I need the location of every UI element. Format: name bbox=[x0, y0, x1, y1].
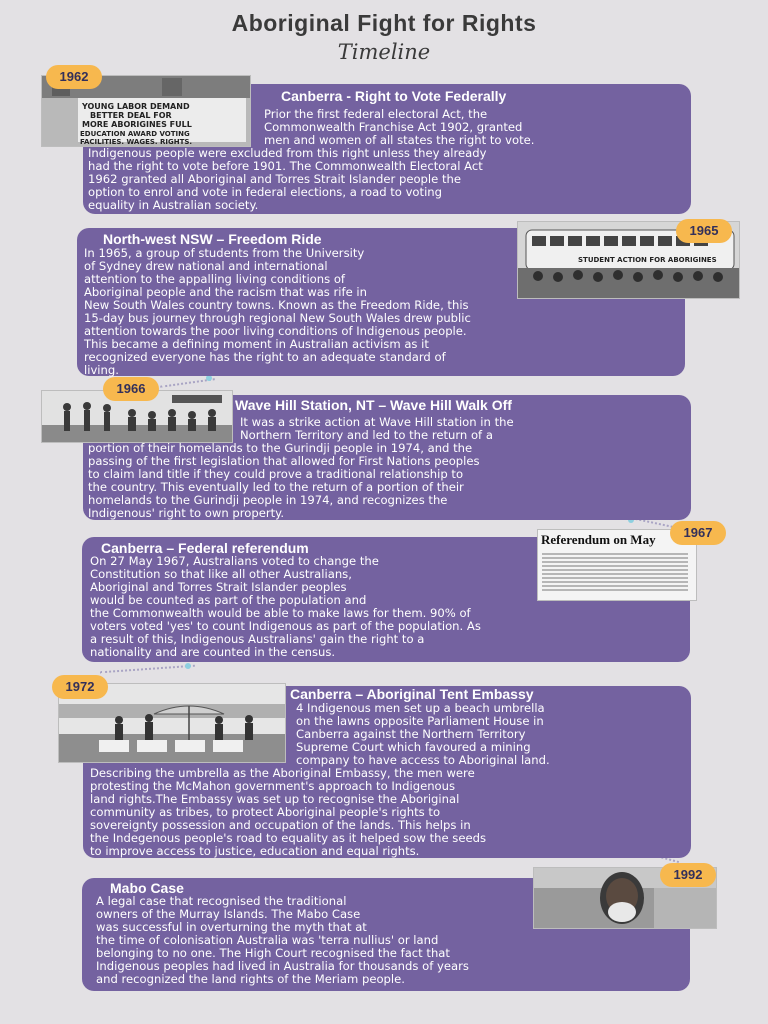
event-body-1966 bbox=[88, 416, 688, 520]
event-title-1962: Canberra - Right to Vote Federally bbox=[281, 88, 507, 104]
body-line: the time of colonisation Australia was 'terra nullius' or land bbox=[96, 933, 439, 947]
body-line: Indigenous peoples had lived in Australia for thousands of years bbox=[96, 959, 469, 973]
body-line: Indigenous' right to own property. bbox=[88, 506, 285, 520]
body-line: 1962 granted all Aboriginal and Torres Strait Islander people the bbox=[88, 172, 461, 186]
event-body-1962 bbox=[88, 108, 688, 212]
body-line: Describing the umbrella as the Aboriginal Embassy, the men were bbox=[90, 766, 475, 780]
event-body-1972 bbox=[90, 702, 690, 858]
body-line: nationality and are counted in the census. bbox=[90, 645, 336, 659]
body-line: Supreme Court which favoured a mining bbox=[296, 740, 531, 754]
body-line: a result of this, Indigenous Australians' gain the right to a bbox=[90, 632, 425, 646]
body-line: the Commonwealth would be able to make laws for them. 90% of bbox=[90, 606, 471, 620]
body-line: It was a strike action at Wave Hill station in the bbox=[240, 415, 514, 429]
body-line: Aboriginal and Torres Strait Islander peoples bbox=[90, 580, 347, 594]
body-line: would be counted as part of the population and bbox=[90, 593, 367, 607]
event-title-1967: Canberra – Federal referendum bbox=[101, 540, 309, 556]
body-line: land rights.The Embassy was set up to recognise the Aboriginal bbox=[90, 792, 460, 806]
timeline-connector bbox=[100, 665, 195, 674]
body-line: had the right to vote before 1901. The Commonwealth Electoral Act bbox=[88, 159, 483, 173]
svg-text:BETTER DEAL FOR: BETTER DEAL FOR bbox=[90, 111, 172, 120]
body-line: On 27 May 1967, Australians voted to change the bbox=[90, 554, 379, 568]
event-title-1992: Mabo Case bbox=[110, 880, 184, 896]
body-line: recognized everyone has the right to an adequate standard of bbox=[84, 350, 446, 364]
body-line: and recognized the land rights of the Meriam people. bbox=[96, 972, 405, 986]
body-line: to claim land title if they could prove a traditional relationship to bbox=[88, 467, 464, 481]
body-line: on the lawns opposite Parliament House in bbox=[296, 714, 544, 728]
body-line: attention towards the poor living conditions of Indigenous people. bbox=[84, 324, 467, 338]
year-badge-1992: 1992 bbox=[660, 863, 716, 887]
event-title-1966: Wave Hill Station, NT – Wave Hill Walk Off bbox=[235, 397, 512, 413]
svg-text:YOUNG LABOR DEMAND: YOUNG LABOR DEMAND bbox=[82, 102, 190, 111]
year-badge-1966: 1966 bbox=[103, 377, 159, 401]
body-line: community as tribes, to protect Aboriginal people's rights to bbox=[90, 805, 441, 819]
page-subtitle: Timeline bbox=[337, 40, 431, 64]
body-line: sovereignty possession and occupation of the lands. This helps in bbox=[90, 818, 471, 832]
body-line: men and women of all states the right to vote. bbox=[264, 133, 535, 147]
body-line: Prior the first federal electoral Act, the bbox=[264, 107, 488, 121]
year-badge-1972: 1972 bbox=[52, 675, 108, 699]
body-line: living. bbox=[84, 363, 119, 377]
page-title: Aboriginal Fight for Rights bbox=[231, 10, 537, 36]
event-title-1965: North-west NSW – Freedom Ride bbox=[103, 231, 322, 247]
svg-text:FACILITIES. WAGES. RIGHTS.: FACILITIES. WAGES. RIGHTS. bbox=[80, 138, 193, 146]
body-line: owners of the Murray Islands. The Mabo Case bbox=[96, 907, 361, 921]
body-line: company to have access to Aboriginal land. bbox=[296, 753, 550, 767]
body-line: passing of the first legislation that allowed for First Nations peoples bbox=[88, 454, 480, 468]
body-line: the country. This eventually led to the return of a portion of their bbox=[88, 480, 464, 494]
body-line: 15-day bus journey through regional New South Wales drew public bbox=[84, 311, 471, 325]
event-body-1965 bbox=[84, 247, 684, 377]
body-line: was successful in overturning the myth that at bbox=[96, 920, 367, 934]
body-line: portion of their homelands to the Gurindji people in 1974, and the bbox=[88, 441, 473, 455]
body-line: protesting the McMahon government's approach to Indigenous bbox=[90, 779, 456, 793]
svg-text:STUDENT ACTION FOR ABORIGIN: STUDENT ACTION FOR ABORIGINES bbox=[578, 256, 717, 264]
event-body-1992 bbox=[96, 895, 686, 986]
body-line: the Indegenous people's road to equality as it helped sow the seeds bbox=[90, 831, 486, 845]
year-badge-1967: 1967 bbox=[670, 521, 726, 545]
body-line: Indigenous people were excluded from this right unless they already bbox=[88, 146, 487, 160]
body-line: of Sydney drew national and international bbox=[84, 259, 328, 273]
body-line: Canberra against the Northern Territory bbox=[296, 727, 526, 741]
event-body-1967 bbox=[90, 555, 690, 659]
body-line: voters voted 'yes' to count Indigenous as part of the population. As bbox=[90, 619, 481, 633]
svg-text:EDUCATION AWARD VOTING: EDUCATION AWARD VOTING bbox=[80, 130, 190, 138]
body-line: A legal case that recognised the traditional bbox=[96, 894, 347, 908]
body-line: equality in Australian society. bbox=[88, 198, 259, 212]
body-line: belonging to no one. The High Court recognised the fact that bbox=[96, 946, 450, 960]
year-badge-1965: 1965 bbox=[676, 219, 732, 243]
event-title-1972: Canberra – Aboriginal Tent Embassy bbox=[290, 686, 534, 702]
body-line: Constitution so that like all other Australians, bbox=[90, 567, 352, 581]
body-line: This became a defining moment in Australian activism as it bbox=[84, 337, 429, 351]
newspaper-headline: Referendum on May bbox=[541, 532, 656, 547]
body-line: 4 Indigenous men set up a beach umbrella bbox=[296, 701, 545, 715]
svg-text:MORE ABORIGINES FULL: MORE ABORIGINES FULL bbox=[82, 120, 192, 129]
timeline-dot bbox=[185, 663, 191, 669]
body-line: Commonwealth Franchise Act 1902, granted bbox=[264, 120, 523, 134]
body-line: In 1965, a group of students from the University bbox=[84, 246, 365, 260]
body-line: homelands to the Gurindji people in 1974, and recognizes the bbox=[88, 493, 448, 507]
body-line: to improve access to justice, education and equal rights. bbox=[90, 844, 420, 858]
body-line: attention to the appalling living conditions of bbox=[84, 272, 346, 286]
body-line: New South Wales country towns. Known as the Freedom Ride, this bbox=[84, 298, 469, 312]
body-line: Aboriginal people and the racism that was rife in bbox=[84, 285, 367, 299]
body-line: option to enrol and vote in federal elections, a road to voting bbox=[88, 185, 442, 199]
year-badge-1962: 1962 bbox=[46, 65, 102, 89]
body-line: Northern Territory and led to the return of a bbox=[240, 428, 493, 442]
